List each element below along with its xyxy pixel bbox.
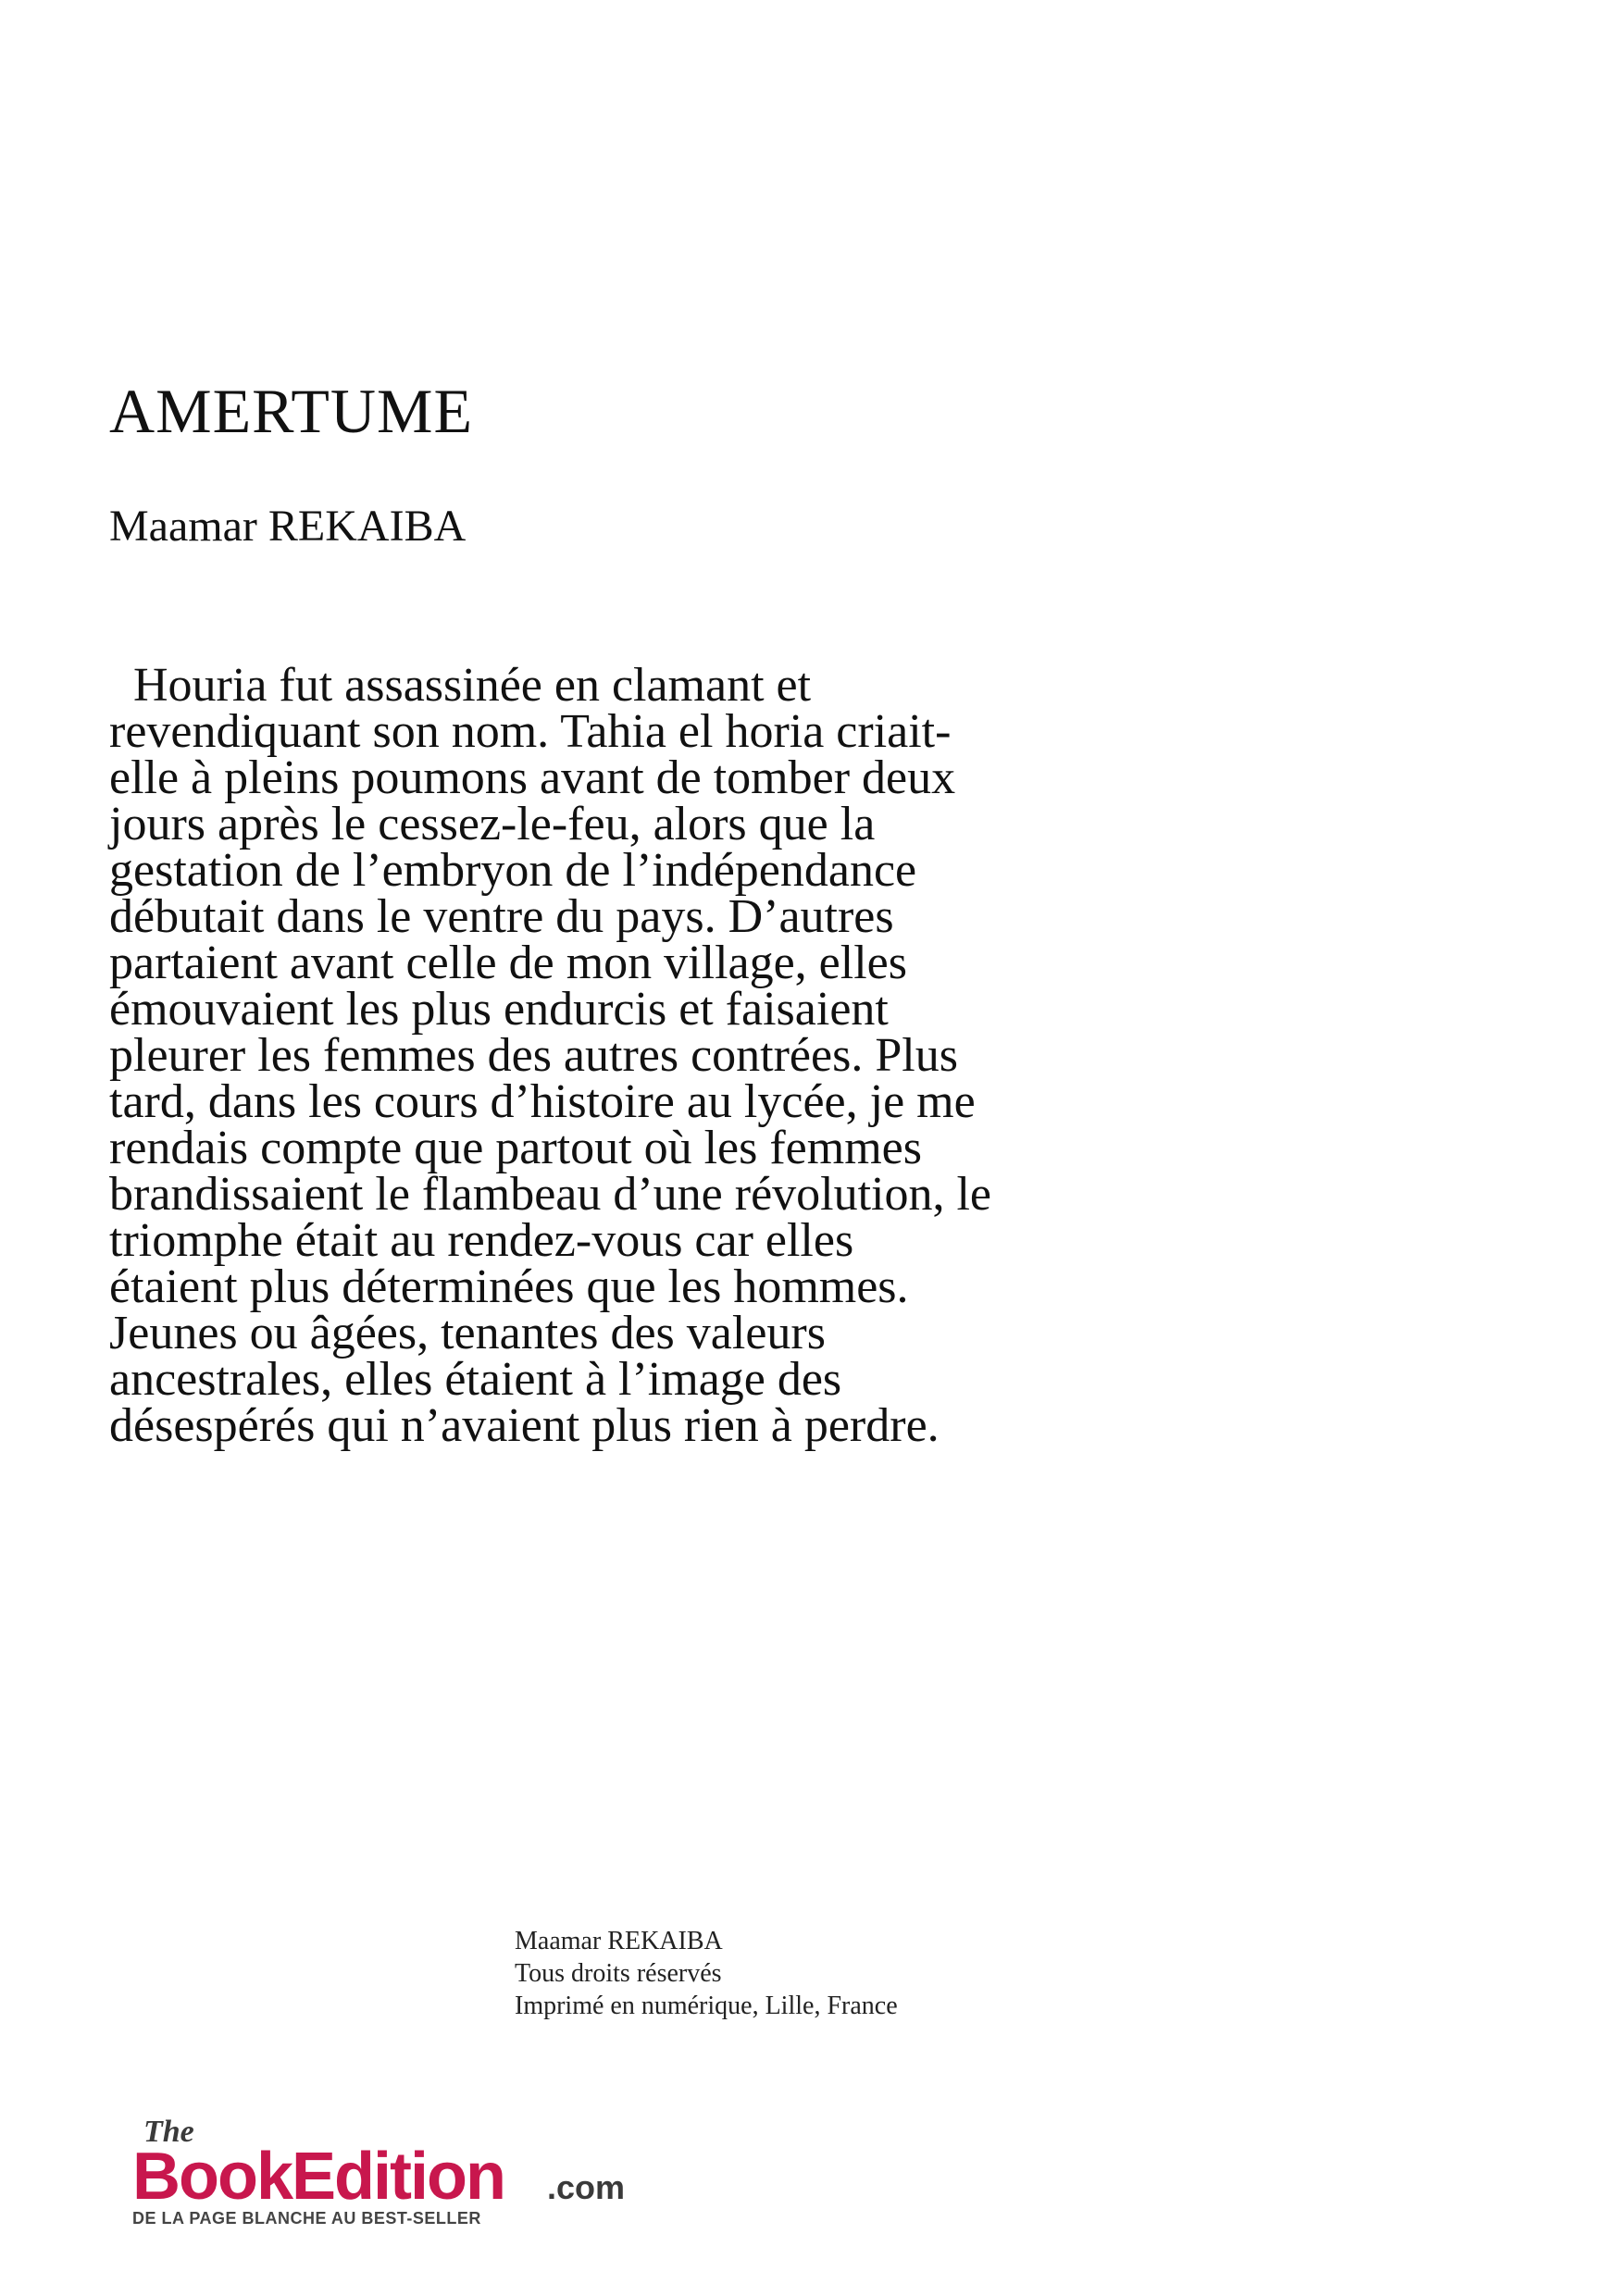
- synopsis-line: ancestrales, elles étaient à l’image des: [109, 1353, 842, 1406]
- publisher-tagline: DE LA PAGE BLANCHE AU BEST-SELLER: [132, 2209, 481, 2228]
- synopsis-line: Houria fut assassinée en clamant et: [109, 659, 812, 712]
- colophon-author: Maamar REKAIBA: [515, 1927, 723, 1955]
- synopsis-line: gestation de l’embryon de l’indépendance: [109, 844, 917, 897]
- colophon-printing: Imprimé en numérique, Lille, France: [515, 1992, 898, 2020]
- logo-name-text: BookEdition: [132, 2140, 504, 2212]
- synopsis-line: revendiquant son nom. Tahia el horia criait-: [109, 705, 952, 758]
- colophon: [515, 1925, 898, 2022]
- synopsis-line: partaient avant celle de mon village, elles: [109, 937, 907, 989]
- synopsis-line: débutait dans le ventre du pays. D’autres: [109, 890, 894, 943]
- synopsis-line: jours après le cessez-le-feu, alors que la: [109, 798, 876, 850]
- book-title: AMERTUME: [109, 376, 474, 446]
- synopsis-line: rendais compte que partout où les femmes: [109, 1122, 922, 1174]
- synopsis-line: émouvaient les plus endurcis et faisaient: [109, 983, 889, 1036]
- synopsis-line: pleurer les femmes des autres contrées. Plus: [109, 1029, 958, 1082]
- synopsis-line: triomphe était au rendez-vous car elles: [109, 1214, 854, 1267]
- logo-the-text: The: [143, 2115, 194, 2149]
- colophon-rights: Tous droits réservés: [515, 1959, 722, 1988]
- publisher-logo: [132, 2110, 651, 2212]
- logo-domain-text: .com: [547, 2168, 626, 2206]
- synopsis-line: tard, dans les cours d’histoire au lycée, je me: [109, 1075, 976, 1128]
- synopsis-line: brandissaient le flambeau d’une révolution, le: [109, 1168, 992, 1221]
- book-author: Maamar REKAIBA: [109, 502, 467, 551]
- bookedition-logo-icon: [132, 2110, 651, 2212]
- synopsis-line: étaient plus déterminées que les hommes.: [109, 1260, 909, 1313]
- synopsis-text: [109, 659, 1220, 1452]
- synopsis-line: désespérés qui n’avaient plus rien à perdre.: [109, 1399, 940, 1452]
- synopsis-line: Jeunes ou âgées, tenantes des valeurs: [109, 1307, 826, 1359]
- synopsis-line: elle à pleins poumons avant de tomber deux: [109, 751, 956, 804]
